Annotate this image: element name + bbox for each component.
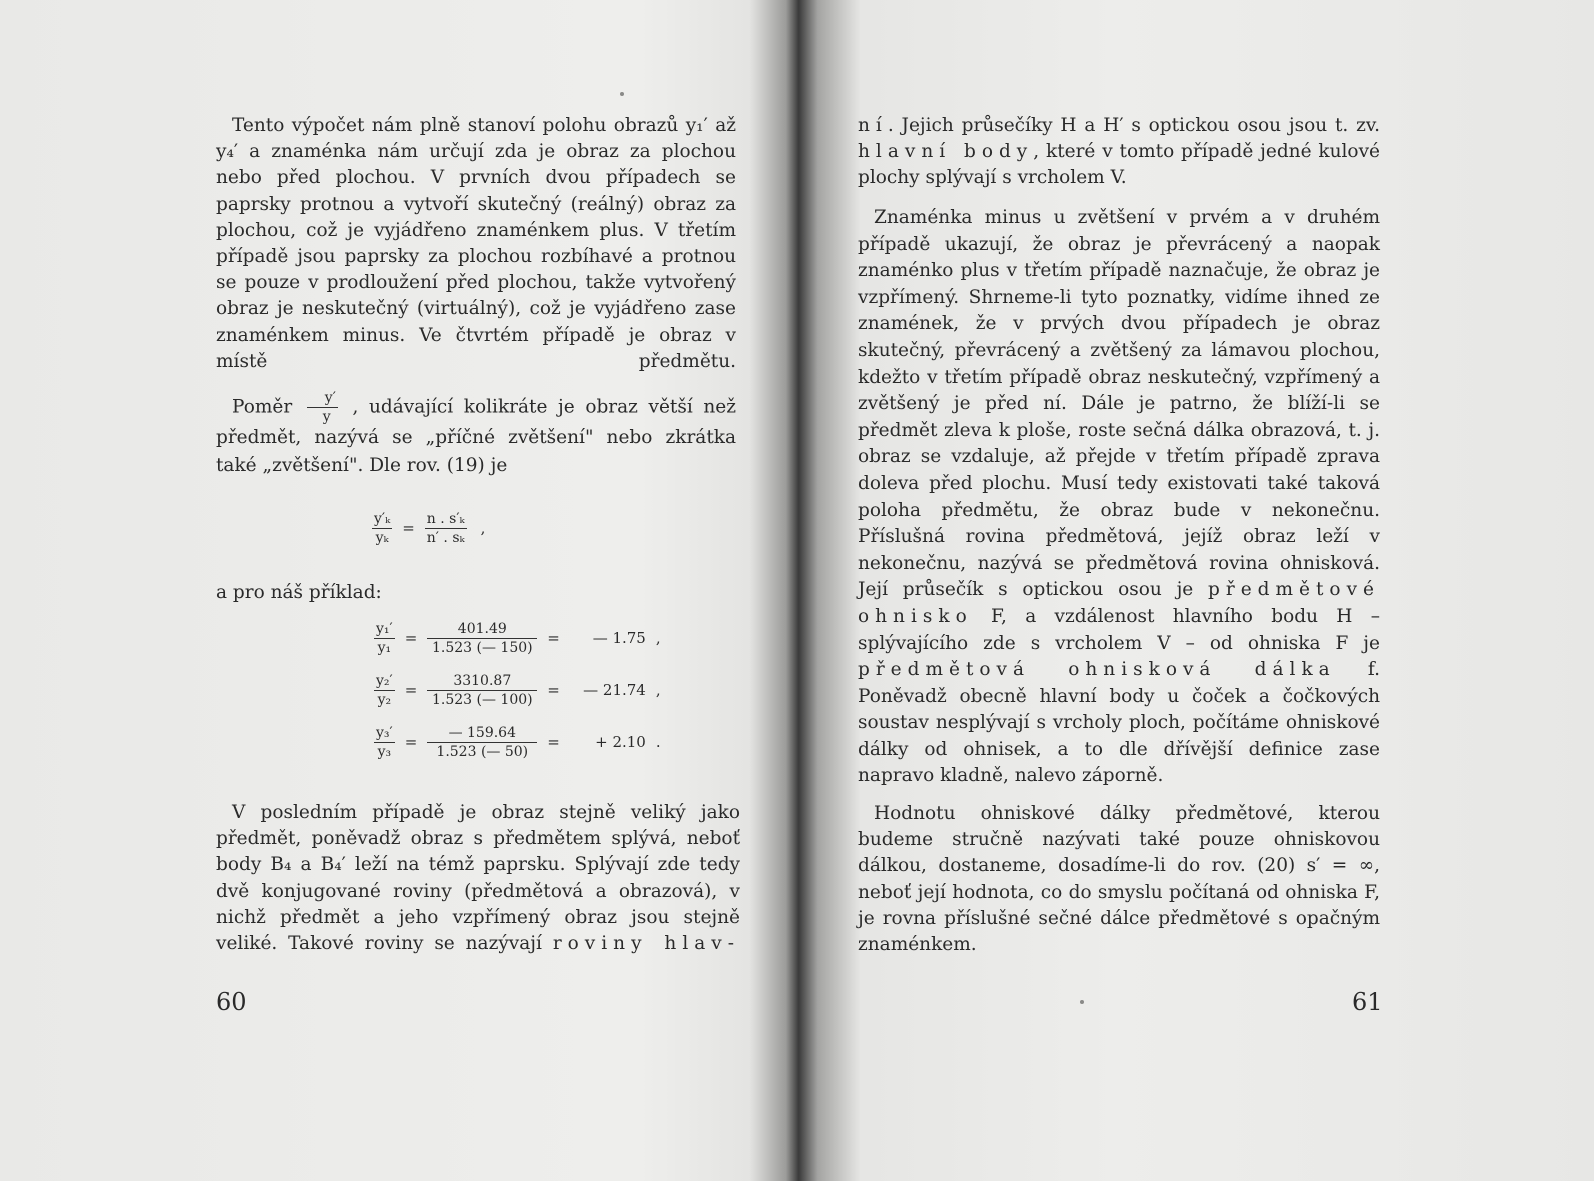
ratio-numerator: y′ <box>307 391 338 408</box>
left-paragraph-3 <box>216 800 740 957</box>
example-equation-2: $\frac{\text{y₂′}}{\text{y₂}}$ = $\frac{3310.87}{1.523 (— 100)}$ = — 21.74 , <box>376 672 661 708</box>
page-number-right: 61 <box>1352 988 1383 1016</box>
ratio-fraction <box>307 391 338 424</box>
spaced-term: roviny hlav- <box>552 933 740 955</box>
spaced-term-ohniskova-dalka: předmětová ohnisková dálka <box>858 659 1336 681</box>
right-paragraph-3: Hodnotu ohniskové dálky předmětové, kterou budeme stručně nazývati také pouze ohniskovou dálkou, dostaneme, dosadíme-li do rov. (20) s′ = ∞, neboť její hodnota, co do smyslu počítaná od ohniska F, je rovna příslušné sečné dálce předmětové s opačným znaménkem. <box>858 803 1380 956</box>
spaced-term-hlavni-body: hlavní body <box>858 141 1034 163</box>
print-speck <box>1080 1000 1084 1004</box>
formula-rhs: $\frac{\text{n . s′ₖ}}{\text{n′ . sₖ}}$ <box>426 510 465 546</box>
left-paragraph-3-text: V posledním případě je obraz stejně veliký jako předmět, poněvadž obraz s předmětem splývá, neboť body B₄ a B₄′ leží na témž paprsku. Splývají zde tedy dvě konjugované roviny (předmětová a obrazová), v nichž předmět a jeho vzpřímený obraz jsou stejně veliké. Takové roviny se nazývají <box>216 802 740 955</box>
left-paragraph-1-text: Tento výpočet nám plně stanoví polohu obrazů y₁′ až y₄′ a znaménka nám určují zda je obraz za plochou nebo před plochou. V prvních dvou případech se paprsky protnou a vytvoří skutečný (reálný) obraz za plochou, což je vyjádřeno znaménkem plus. V třetím případě jsou paprsky za plochou rozbíhavé a protnou se pouze v prodloužení před plochou, takže vytvořený obraz je neskutečný (virtuálný), což je vyjádřeno zase znaménkem minus. Ve čtvrtém případě je obraz v místě předmětu. <box>216 115 736 372</box>
spaced-term-ohnisko: předmětové ohnisko <box>858 579 1380 627</box>
example-equation-1: $\frac{\text{y₁′}}{\text{y₁}}$ = $\frac{401.49}{1.523 (— 150)}$ = — 1.75 , <box>376 620 661 656</box>
page-number-left: 60 <box>216 988 247 1016</box>
left-paragraph-2-text: , udávající kolikráte je obraz větší než předmět, nazývá se „příčné zvětšení" nebo zkrátka také „zvětšení". Dle rov. (19) je <box>216 396 736 476</box>
ratio-denominator: y <box>322 409 331 425</box>
ratio-label: Poměr <box>232 396 293 418</box>
example-equation-3: $\frac{\text{y₃′}}{\text{y₃}}$ = $\frac{— 159.64}{1.523 (— 50)}$ = + 2.10 . <box>376 724 661 760</box>
magnification-formula: $\frac{\text{y′ₖ}}{\text{yₖ}}$ = $\frac{\text{n . s′ₖ}}{\text{n′ . sₖ}}$ , <box>374 510 486 546</box>
left-paragraph-2 <box>216 391 736 479</box>
right-paragraph-1: ní. Jejich průsečíky H a H′ s optickou osou jsou t. zv. hlavní body, které v tomto případě jedné kulové plochy splývají s vrcholem V. <box>858 115 1380 189</box>
print-speck <box>620 92 624 96</box>
left-paragraph-1 <box>216 113 736 375</box>
example-equations <box>370 612 661 768</box>
right-paragraph-2: Znaménka minus u zvětšení v prvém a v druhém případě ukazují, že obraz je převrácený a naopak znaménko plus v třetím případě naznačuje, že obraz je vzpřímený. Shrneme-li tyto poznatky, vidíme ihned ze znamének, že v prvých dvou případech je obraz skutečný, převrácený a zvětšený za lámavou plochou, kdežto v třetím případě obraz neskutečný, vzpřímený a zvětšený je před ní. Dále je patrno, že blíží-li se předmět zleva k ploše, roste sečná dálka obrazová, t. j. obraz se vzdaluje, až přejde v třetím případě zprava doleva před plochu. Musí tedy existovati také taková poloha předmětu, že obraz bude v nekonečnu. Příslušná rovina předmětová, jejíž obraz leží v nekonečnu, nazývá se předmětová rovina ohnisková. Její průsečík s optickou osou je předmětové ohnisko F, a vzdálenost hlavního bodu H – splývajícího zde s vrcholem V – od ohniska F je předmětová ohnisková dálka f. Poněvadž obecně hlavní body u čoček a čočkových soustav nesplývají s vrcholy ploch, počítáme ohniskové dálky od ohnisek, a to dle dřívější definice zase napravo kladně, nalevo záporně. <box>858 207 1380 787</box>
example-intro: a pro náš příklad: <box>216 582 382 603</box>
formula-lhs: $\frac{\text{y′ₖ}}{\text{yₖ}}$ <box>374 510 391 546</box>
right-page <box>800 0 1594 1181</box>
